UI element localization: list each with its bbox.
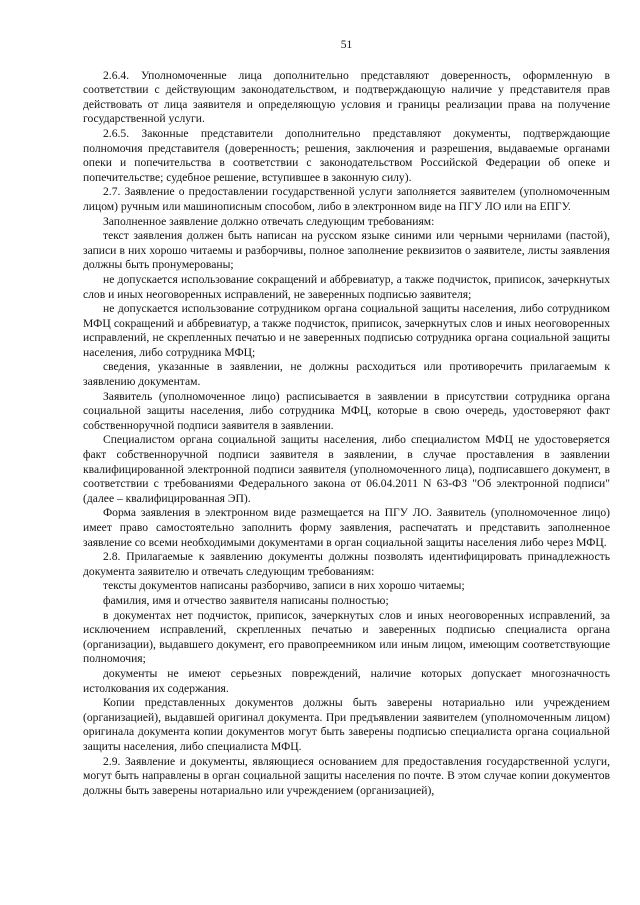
paragraph: Заявитель (уполномоченное лицо) расписывается в заявлении в присутствии сотрудника органа социальной защиты населения, либо сотрудника МФЦ, которые в свою очередь, удостоверяют факт собственноручной подписи заявителя в заявлении.	[83, 389, 610, 432]
paragraph: 2.9. Заявление и документы, являющиеся основанием для предоставления государственной услуги, могут быть направлены в орган социальной защиты населения по почте. В этом случае копии документов должны быть заверены нотариально или учреждением (организацией),	[83, 754, 610, 797]
paragraph: текст заявления должен быть написан на русском языке синими или черными чернилами (пастой), записи в них хорошо читаемы и разборчивы, полное заполнение реквизитов о заявителе, листы заявления должны быть пронумерованы;	[83, 229, 610, 272]
paragraph: тексты документов написаны разборчиво, записи в них хорошо читаемы;	[103, 579, 465, 593]
paragraph: фамилия, имя и отчество заявителя написаны полностью;	[103, 593, 389, 607]
paragraph: 2.6.5. Законные представители дополнительно представляют документы, подтверждающие полномочия представителя (доверенность; решения, заключения и разрешения, выдаваемые органами опеки и попечительства в соответствии с законодательством Российской Федерации об опеке и попечительстве; судебное решение, вступившее в законную силу).	[83, 126, 610, 184]
paragraph: 2.7. Заявление о предоставлении государственной услуги заполняется заявителем (уполномоченным лицом) ручным или машинописным способом, либо в электронном виде на ПГУ ЛО или на ЕПГУ.	[83, 185, 610, 213]
paragraph: документы не имеют серьезных повреждений, наличие которых допускает многозначность истолкования их содержания.	[83, 666, 610, 695]
page-number: 51	[340, 38, 353, 51]
paragraph: 2.8. Прилагаемые к заявлению документы должны позволять идентифицировать принадлежность документа заявителю и отвечать следующим требованиям:	[83, 550, 610, 578]
paragraph: Специалистом органа социальной защиты населения, либо специалистом МФЦ не удостоверяется факт собственноручной подписи заявителя в заявлении, в случае проставления в заявлении квалифицированной электронной подписи заявителя (уполномоченного лица), подписавшего документ, в соответствии с требованиями Федерального закона от 06.04.2011 N 63-ФЗ "Об электронной подписи" (далее – квалифицированная ЭП).	[83, 433, 610, 505]
paragraph: не допускается использование сокращений и аббревиатур, а также подчисток, приписок, зачеркнутых слов и иных неоговоренных исправлений, не заверенных подписью заявителя;	[83, 272, 610, 301]
paragraph: в документах нет подчисток, приписок, зачеркнутых слов и иных неоговоренных исправлений, за исключением исправлений, скрепленных печатью и заверенных подписью специалиста органа (организации), выдавшего документ, его правопреемником или иным лицом, имеющим соответствующие полномочия;	[83, 608, 610, 666]
paragraph: сведения, указанные в заявлении, не должны расходиться или противоречить прилагаемым к заявлению документам.	[83, 360, 610, 389]
paragraph: 2.6.4. Уполномоченные лица дополнительно представляют доверенность, оформленную в соответствии с действующим законодательством, и подтверждающую наличие у представителя прав действовать от лица заявителя и определяющую условия и границы реализации права на получение государственной услуги.	[83, 68, 610, 126]
document-body	[83, 69, 610, 799]
paragraph: Форма заявления в электронном виде размещается на ПГУ ЛО. Заявитель (уполномоченное лицо) имеет право самостоятельно заполнить форму заявления, распечатать и представить заполненное заявление со всеми необходимыми документами в орган социальной защиты населения либо через МФЦ.	[83, 506, 610, 549]
paragraph: не допускается использование сотрудником органа социальной защиты населения, либо сотрудником МФЦ сокращений и аббревиатур, а также подчисток, приписок, зачеркнутых слов и иных неоговоренных исправлений, не скрепленных печатью и не заверенных подписью сотрудника органа социальной защиты населения, либо сотрудника МФЦ;	[83, 302, 610, 359]
paragraph: Заполненное заявление должно отвечать следующим требованиям:	[103, 214, 435, 228]
paragraph: Копии представленных документов должны быть заверены нотариально или учреждением (организацией), выдавшей оригинал документа. При предъявлении заявителем (уполномоченным лицом) оригинала документа копии документов могут быть заверены подписью специалиста органа социальной защиты населения, либо специалиста МФЦ.	[83, 696, 610, 753]
